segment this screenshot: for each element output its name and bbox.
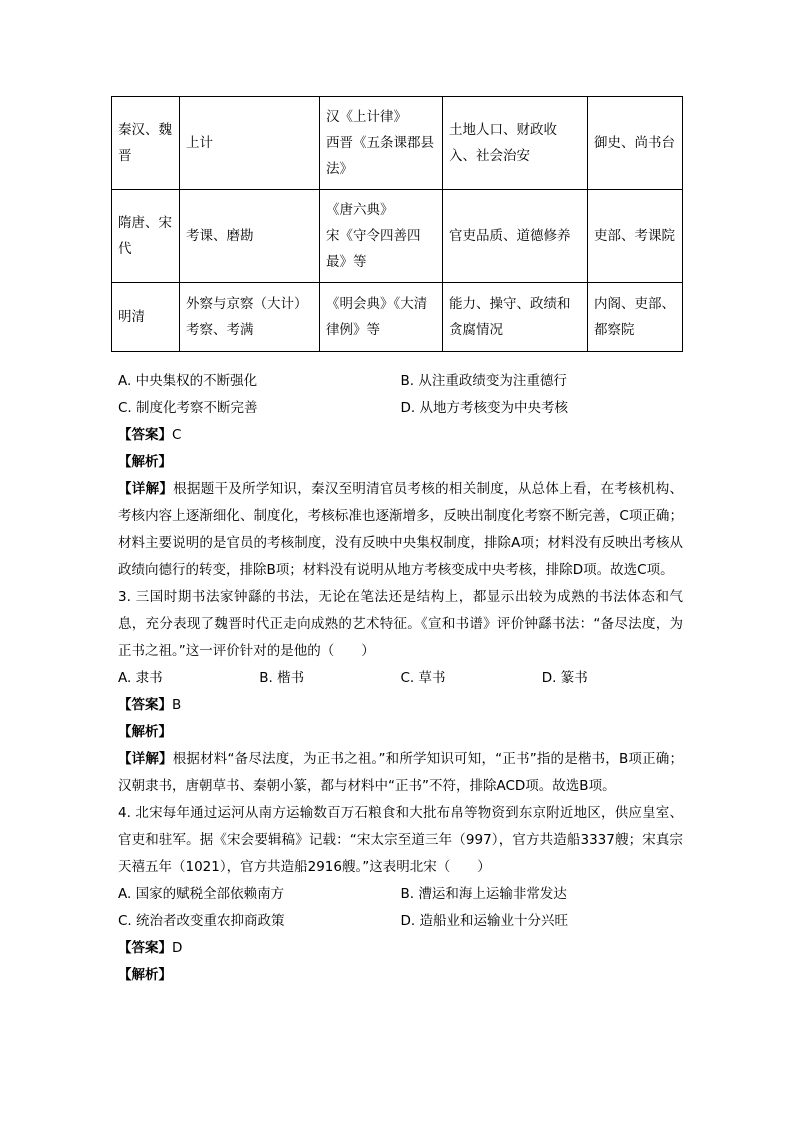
option-a: A. 隶书 xyxy=(118,670,163,686)
detail-paragraph xyxy=(118,746,683,800)
option-a: A. 中央集权的不断强化 xyxy=(118,373,258,389)
table-cell: 隋唐、宋代 xyxy=(112,190,180,283)
option-c: C. 统治者改变重农抑商政策 xyxy=(118,913,285,929)
table-row xyxy=(112,283,683,352)
option-c: C. 草书 xyxy=(400,670,446,686)
table-cell: 内阁、吏部、都察院 xyxy=(588,283,683,352)
detail-text: 根据题干及所学知识，秦汉至明清官员考核的相关制度，从总体上看，在考核机构、考核内容上逐渐细化、制度化，考核标准也逐渐增多，反映出制度化考察不断完善，C项正确；材料主要说明的是官员的考核制度，没有反映中央集权制度，排除A项；材料没有反映出考核从政绩向德行的转变，排除B项；材料没有说明从地方考核变成中央考核，排除D项。故选C项。 xyxy=(118,481,684,578)
table-cell: 《明会典》《大清律例》等 xyxy=(320,283,443,352)
answer-value: D xyxy=(172,940,183,956)
detail-tag: 【详解】 xyxy=(118,751,173,767)
options-row xyxy=(118,908,683,935)
answer-line xyxy=(118,422,683,449)
detail-text: 根据材料“备尽法度，为正书之祖。”和所学知识可知，“正书”指的是楷书，B项正确；汉朝隶书，唐朝草书、秦朝小篆，都与材料中“正书”不符，排除ACD项。故选B项。 xyxy=(118,751,683,794)
option-c: C. 制度化考察不断完善 xyxy=(118,400,258,416)
options-row xyxy=(118,881,683,908)
analysis-line xyxy=(118,719,683,746)
analysis-tag: 【解析】 xyxy=(118,454,172,470)
option-b: B. 从注重政绩变为注重德行 xyxy=(400,373,567,389)
answer-value: B xyxy=(172,697,182,713)
table-cell: 官吏品质、道德修养 xyxy=(443,190,588,283)
table-cell: 考课、磨勘 xyxy=(180,190,320,283)
detail-tag: 【详解】 xyxy=(118,481,174,497)
option-b: B. 楷书 xyxy=(259,670,305,686)
analysis-tag: 【解析】 xyxy=(118,967,172,983)
table-row xyxy=(112,97,683,190)
options-row xyxy=(118,395,683,422)
table-cell: 土地人口、财政收入、社会治安 xyxy=(443,97,588,190)
answer-tag: 【答案】 xyxy=(118,427,172,443)
assessment-table xyxy=(111,96,683,352)
options-row xyxy=(118,665,683,692)
table-cell: 能力、操守、政绩和贪腐情况 xyxy=(443,283,588,352)
analysis-tag: 【解析】 xyxy=(118,724,172,740)
table-cell: 《唐六典》 宋《守令四善四最》等 xyxy=(320,190,443,283)
table-cell: 明清 xyxy=(112,283,180,352)
option-d: D. 篆书 xyxy=(541,670,588,686)
option-d: D. 造船业和运输业十分兴旺 xyxy=(400,913,568,929)
table-cell: 外察与京察（大计）考察、考满 xyxy=(180,283,320,352)
answer-line xyxy=(118,935,683,962)
table-row xyxy=(112,190,683,283)
analysis-line xyxy=(118,449,683,476)
question-content xyxy=(118,368,683,989)
option-d: D. 从地方考核变为中央考核 xyxy=(400,400,568,416)
table-cell: 御史、尚书台 xyxy=(588,97,683,190)
answer-line xyxy=(118,692,683,719)
table-cell: 秦汉、魏晋 xyxy=(112,97,180,190)
analysis-line xyxy=(118,962,683,989)
table-cell: 吏部、考课院 xyxy=(588,190,683,283)
question-stem: 4. 北宋每年通过运河从南方运输数百万石粮食和大批布帛等物资到东京附近地区，供应皇室、官吏和驻军。据《宋会要辑稿》记载：“宋太宗至道三年（997），官方共造船3337艘；宋真宗天禧五年（1021），官方共造船2916艘。”这表明北宋（ ） xyxy=(118,805,683,875)
table-cell: 汉《上计律》 西晋《五条课郡县法》 xyxy=(320,97,443,190)
detail-paragraph xyxy=(118,476,683,584)
answer-tag: 【答案】 xyxy=(118,697,172,713)
option-b: B. 漕运和海上运输非常发达 xyxy=(400,886,567,902)
question-stem: 3. 三国时期书法家钟繇的书法，无论在笔法还是结构上，都显示出较为成熟的书法体态和气息，充分表现了魏晋时代正走向成熟的艺术特征。《宣和书谱》评价钟繇书法：“备尽法度，为正书之祖。”这一评价针对的是他的（ ） xyxy=(118,589,683,659)
options-row xyxy=(118,368,683,395)
option-a: A. 国家的赋税全部依赖南方 xyxy=(118,886,285,902)
answer-tag: 【答案】 xyxy=(118,940,172,956)
table-cell: 上计 xyxy=(180,97,320,190)
answer-value: C xyxy=(172,427,182,443)
